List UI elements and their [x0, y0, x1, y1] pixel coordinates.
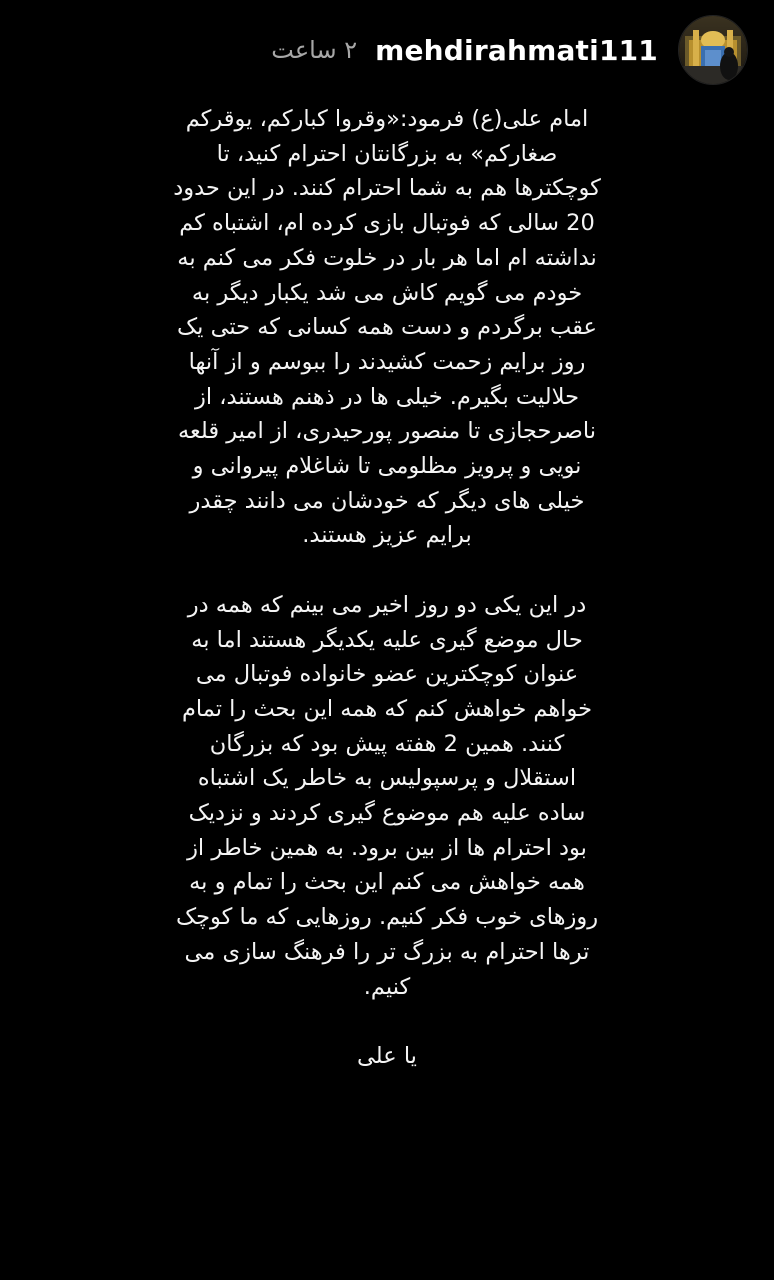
story-closing: یا علی — [357, 1042, 417, 1069]
story-paragraph-1: امام علی(ع) فرمود:«وقروا کبارکم، یوقرکم صغارکم» به بزرگانتان احترام کنید، تا کوچکترها هم به شما احترام کنند. در این حدود 20 سالی که فوتبال بازی کرده ام، اشتباه کم نداشته ام اما هر بار در خلوت فکر می کنم به خودم می گویم کاش می شد یکبار دیگر به عقب برگردم و دست همه کسانی که حتی یک روز برایم زحمت کشیدند را ببوسم و از آنها حلالیت بگیرم. خیلی ها در ذهنم هستند، از ناصرحجازی تا منصور پورحیدری، از امیر قلعه نویی و پرویز مظلومی تا شاغلام پیروانی و خیلی های دیگر که خودشان می دانند چقدر برایم عزیز هستند. — [173, 106, 601, 549]
username[interactable]: mehdirahmati111 — [375, 33, 658, 67]
profile-avatar[interactable] — [678, 15, 748, 85]
story-header — [271, 14, 748, 86]
story-paragraph-2: در این یکی دو روز اخیر می بینم که همه در حال موضع گیری علیه یکدیگر هستند اما به عنوان کوچکترین عضو خانواده فوتبال می خواهم خواهش کنم که همه این بحث را تمام کنند. همین 2 هفته پیش بود که بزرگان استقلال و پرسپولیس به خاطر یک اشتباه ساده علیه هم موضوع گیری کردند و نزدیک بود احترام ها از بین برود. به همین خاطر از همه خواهش می کنم این بحث را تمام و به روزهای خوب فکر کنیم. روزهایی که ما کوچک ترها احترام به بزرگ تر را فرهنگ سازی می کنیم. — [175, 591, 599, 1000]
avatar-image-icon — [679, 16, 747, 84]
story-text-block — [172, 102, 602, 1074]
story-timestamp: ۲ ساعت — [271, 36, 358, 64]
